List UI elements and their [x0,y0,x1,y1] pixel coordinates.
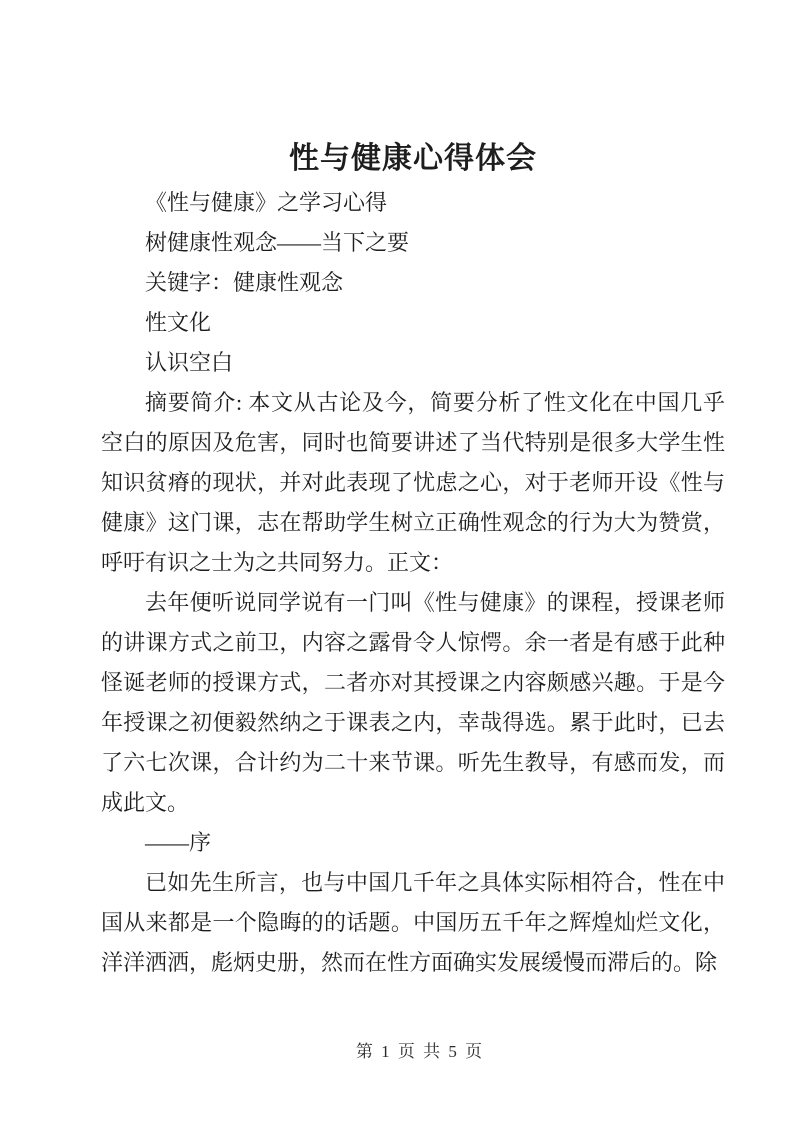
paragraph-keyword-2: 性文化 [145,310,212,335]
paragraph-keywords: 关键字：健康性观念 [145,270,344,295]
paragraph-subtitle: 《性与健康》之学习心得 [145,190,388,215]
paragraph-preface-label: ——序 [145,830,212,855]
page-footer [0,1040,800,1064]
paragraph-body-2: 已如先生所言，也与中国几千年之具体实际相符合，性在中国从来都是一个隐晦的的话题。中国历五千年之辉煌灿烂文化，洋洋洒洒，彪炳史册，然而在性方面确实发展缓慢而滞后的。除 [101,870,725,975]
paragraph-abstract: 摘要简介: 本文从古论及今，简要分析了性文化在中国几乎空白的原因及危害，同时也简要讲述了当代特别是很多大学生性知识贫瘠的现状，并对此表现了忧虑之心，对于老师开设《性与健康》这门课，志在帮助学生树立正确性观念的行为大为赞赏，呼吁有识之士为之共同努力。正文： [101,390,725,575]
document-title: 性与健康心得体会 [289,142,537,175]
paragraph-keyword-3: 认识空白 [145,350,234,375]
paragraph-body-1: 去年便听说同学说有一门叫《性与健康》的课程，授课老师的讲课方式之前卫，内容之露骨令人惊愕。余一者是有感于此种怪诞老师的授课方式，二者亦对其授课之内容颇感兴趣。于是今年授课之初便毅然纳之于课表之内，幸哉得选。累于此时，已去了六七次课，合计约为二十来节课。听先生教导，有感而发，而成此文。 [101,590,725,815]
page-number-text: 第 1 页 共 5 页 [355,1042,485,1061]
paragraph-theme: 树健康性观念——当下之要 [145,230,410,255]
